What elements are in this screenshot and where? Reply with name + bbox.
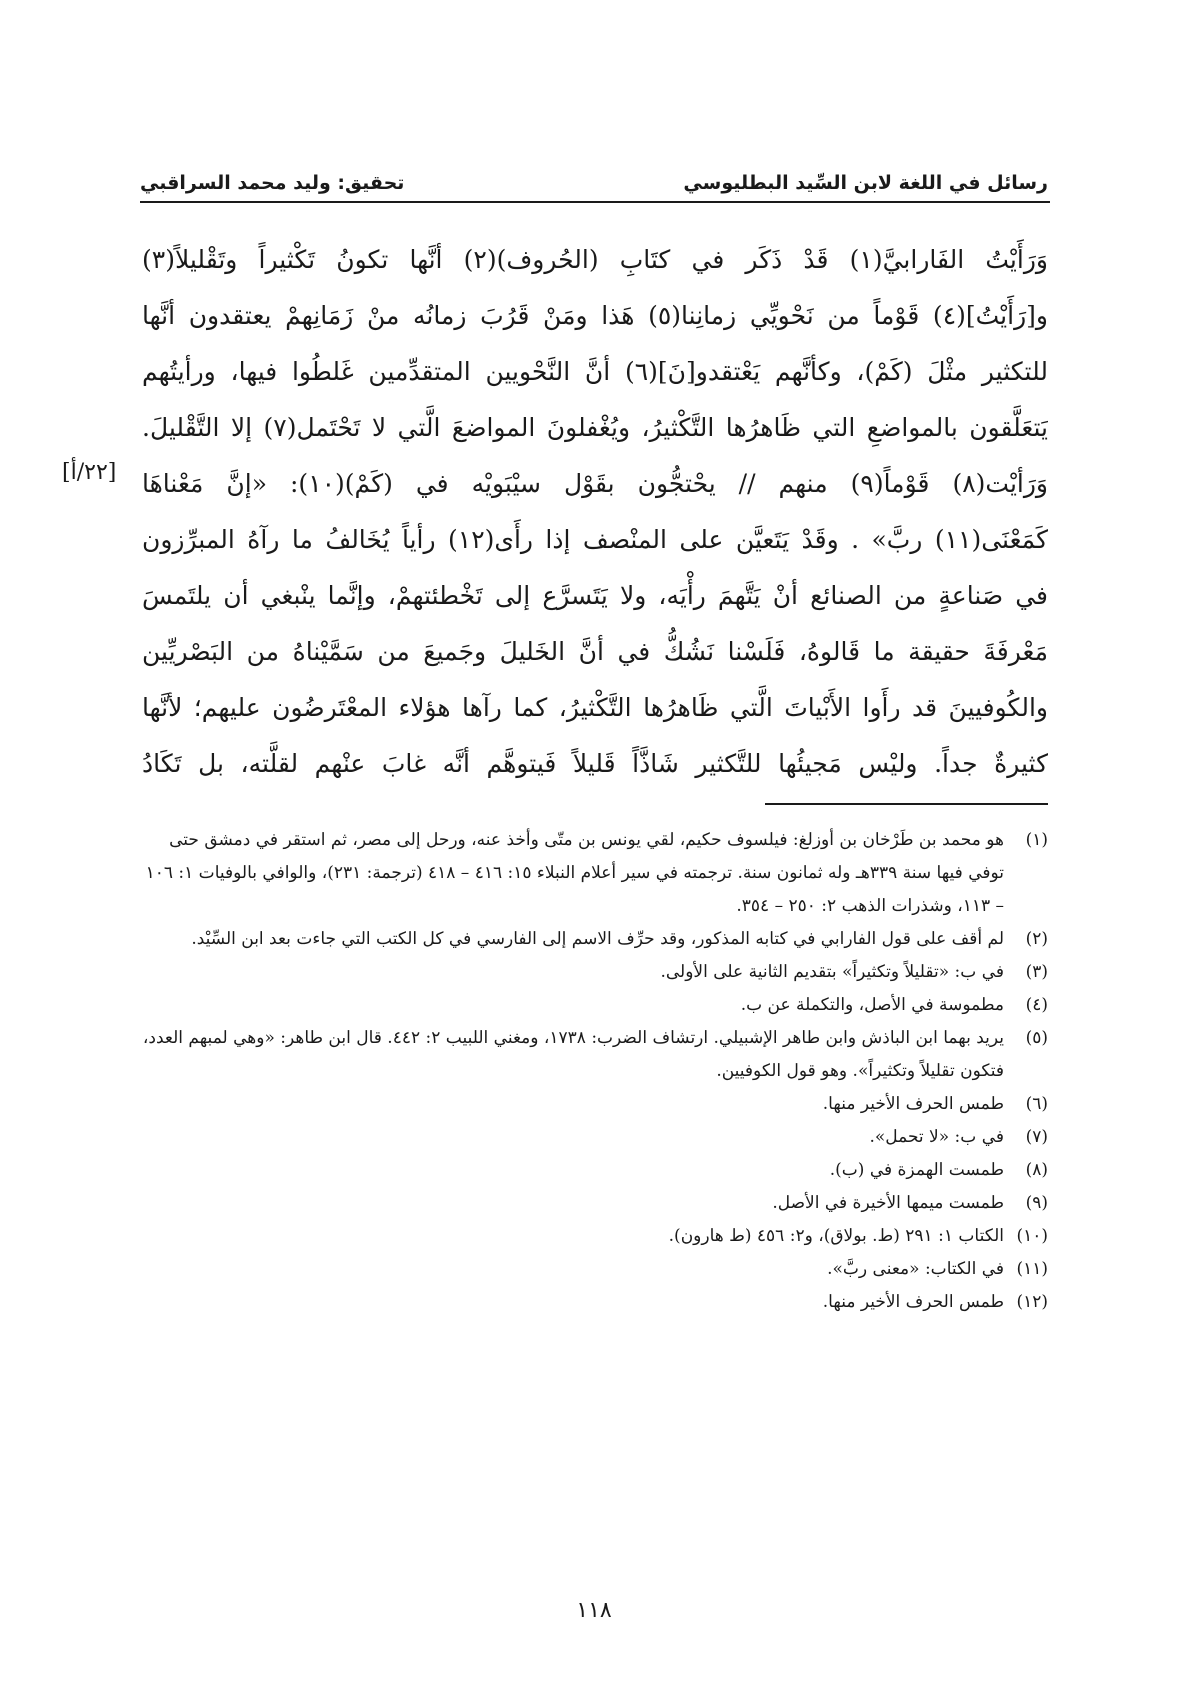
footnote-text: في الكتاب: «معنى ربَّ».	[827, 1259, 1004, 1279]
footnote-number: (١٢)	[1016, 1292, 1048, 1312]
text-line: وَرَأَيْتُ الفَارابيَّ(١) قَدْ ذَكَر في كتَابِ (الحُروف)(٢) أنَّها تكونُ تَكْثيراً وتَقْليلاً(٣)	[142, 245, 1048, 274]
footnote-number: (٨)	[1025, 1160, 1048, 1180]
editor-credit: تحقيق: وليد محمد السراقبي	[140, 172, 405, 194]
footnote	[142, 989, 1048, 1022]
footnote	[142, 1187, 1048, 1220]
footnote	[142, 1286, 1048, 1319]
text-line: مَعْرفَةَ حقيقة ما قَالوهُ، فَلَسْنا نَشُكُّ في أنَّ الخَليلَ وجَميعَ من سَمَّيْناهُ من البَصْريِّين	[142, 637, 1048, 666]
footnote	[142, 923, 1048, 956]
footnote-text: هو محمد بن طَرْخان بن أوزلغ: فيلسوف حكيم، لقي يونس بن متّى وأخذ عنه، ورحل إلى مصر، ثم استقر في دمشق حتى توفي فيها سنة ٣٣٩هـ وله ثمانون سنة. ترجمته في سير أعلام النبلاء ١٥: ٤١٦ – ٤١٨ (ترجمة: ٢٣١)، والوافي بالوفيات ١: ١٠٦ – ١١٣، وشذرات الذهب ٢: ٢٥٠ – ٣٥٤.	[145, 830, 1004, 916]
footnote	[142, 1220, 1048, 1253]
text-line: كثيرةٌ جداً. وليْس مَجيئُها للتَّكثير شَاذَّاً قَليلاً فَيتوهَّم أنَّه غابَ عنْهم لقلَّته، بل تَكَادُ	[142, 749, 1048, 778]
text-line: وَرَأيْت(٨) قَوْماً(٩) منهم // يحْتجُّون بقَوْل سيْبَويْه في (كَمْ)(١٠): «إنَّ مَعْناهَا	[142, 469, 1048, 498]
footnote	[142, 1253, 1048, 1286]
footnote-number: (١٠)	[1016, 1226, 1048, 1246]
footnote-number: (٩)	[1025, 1193, 1048, 1213]
footnote-number: (٥)	[1025, 1028, 1048, 1048]
footnote-text: الكتاب ١: ٢٩١ (ط. بولاق)، و٢: ٤٥٦ (ط هارون).	[668, 1226, 1004, 1246]
footnote-text: طمست ميمها الأخيرة في الأصل.	[772, 1193, 1004, 1213]
footnote-number: (٦)	[1025, 1094, 1048, 1114]
text-line: كَمَعْنَى(١١) ربَّ» . وقَدْ يَتَعيَّن على المنْصف إذا رأَى(١٢) رأياً يُخَالفُ ما رآهُ المبرِّزون	[142, 525, 1048, 554]
footnote-number: (٤)	[1025, 995, 1048, 1015]
footnote-number: (٢)	[1025, 929, 1048, 949]
footnote-separator	[765, 803, 1048, 805]
text-line: و[رَأَيْتُ](٤) قَوْماً من نَحْويِّي زمانِنا(٥) هَذا ومَنْ قَرُبَ زمانُه منْ زَمَانِهمْ يعتقدون أنَّها	[142, 301, 1048, 330]
footnote	[142, 1154, 1048, 1187]
footnote	[142, 1088, 1048, 1121]
text-line: في صَناعةٍ من الصنائع أنْ يَتَّهمَ رأْيَه، ولا يَتَسرَّع إلى تَخْطئتهمْ، وإنَّما ينْبغي أن يلتَمسَ	[142, 581, 1048, 610]
text-line: والكُوفيينَ قد رأَوا الأَبْياتَ الَّتي ظَاهرُها التَّكْثيرُ، كما رآها هؤلاء المعْتَرضُون عليهم؛ لأنَّها	[142, 693, 1048, 722]
footnote	[142, 1121, 1048, 1154]
footnote-number: (٧)	[1025, 1127, 1048, 1147]
page-number: ١١٨	[576, 1598, 612, 1623]
footnote-text: لم أقف على قول الفارابي في كتابه المذكور، وقد حرِّف الاسم إلى الفارسي في كل الكتب التي جاءت بعد ابن السِّيْد.	[191, 929, 1004, 949]
footnote-text: طمس الحرف الأخير منها.	[822, 1094, 1004, 1114]
footnotes	[142, 824, 1048, 1319]
footnote	[142, 824, 1048, 923]
footnote-text: طمس الحرف الأخير منها.	[822, 1292, 1004, 1312]
header-divider	[140, 201, 1050, 203]
footnote-text: مطموسة في الأصل، والتكملة عن ب.	[740, 995, 1004, 1015]
footnote-text: طمست الهمزة في (ب).	[829, 1160, 1004, 1180]
manuscript-folio-marker: [٢٢/أ]	[62, 460, 117, 485]
footnote-text: في ب: «لا تحمل».	[869, 1127, 1004, 1147]
footnote	[142, 1022, 1048, 1088]
text-line: للتكثير مثْلَ (كَمْ)، وكأنَّهم يَعْتقدو[نَ](٦) أنَّ النَّحْويين المتقدِّمين غَلطُوا فيها، ورأيتُهم	[142, 357, 1048, 386]
text-line: يَتعَلَّقون بالمواضعِ التي ظَاهرُها التَّكْثيرُ، ويُغْفلونَ المواضعَ الَّتي لا تَحْتَمل(٧) إلا التَّقْليلَ.	[142, 413, 1048, 442]
running-header	[140, 158, 1048, 194]
main-text	[142, 232, 1048, 792]
footnote-text: في ب: «تقليلاً وتكثيراً» بتقديم الثانية على الأولى.	[660, 962, 1004, 982]
footnote-number: (٣)	[1025, 962, 1048, 982]
footnote	[142, 956, 1048, 989]
footnote-number: (١١)	[1016, 1259, 1048, 1279]
footnote-number: (١)	[1025, 830, 1048, 850]
book-title: رسائل في اللغة لابن السِّيد البطليوسي	[683, 172, 1048, 194]
footnote-text: يريد بهما ابن الباذش وابن طاهر الإشبيلي. ارتشاف الضرب: ١٧٣٨، ومغني اللبيب ٢: ٤٤٢. قال ابن طاهر: «وهي لمبهم العدد، فتكون تقليلاً وتكثيراً». وهو قول الكوفيين.	[142, 1028, 1004, 1081]
